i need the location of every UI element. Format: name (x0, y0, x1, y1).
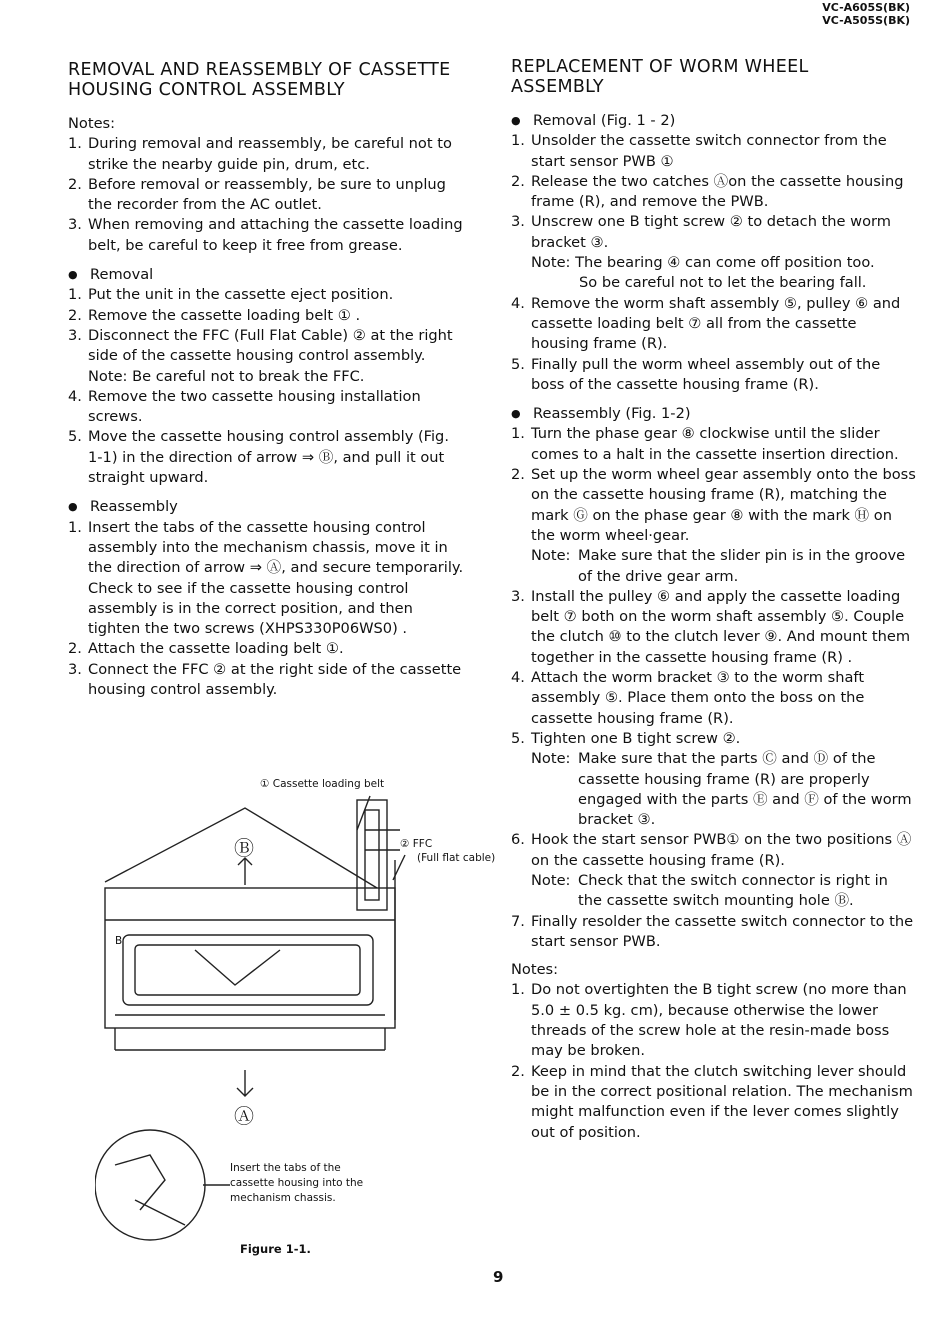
notes-heading: Notes: (68, 115, 116, 132)
step-item: 2. Release the two catches Ⓐon the cassette housing frame (R), and remove the PWB. (511, 172, 904, 211)
step-item: 3. Connect the FFC ② at the right side of the cassette housing control assembly. (68, 660, 462, 699)
model-line-1: VC-A605S(BK) (822, 1, 910, 14)
inset-text-2: cassette housing into the (230, 1177, 364, 1189)
right-column (511, 57, 916, 1143)
step-item: 6. Hook the start sensor PWB① on the two positions Ⓐ on the cassette housing frame (R). (511, 831, 912, 869)
step-extra: Check to see if the cassette housing control assembly is in the correct position, and then tighten the two screws (XHPS330P06WS0) . (88, 579, 413, 638)
step-note: Note: Make sure that the slider pin is in the groove of the drive gear arm. (531, 547, 906, 585)
step-item: 5. Tighten one B tight screw ②. (511, 729, 741, 747)
removal-heading: ● Removal (68, 265, 468, 285)
figure-caption: Figure 1-1. (240, 1242, 311, 1256)
arrow-down (237, 1070, 253, 1096)
arrow-label-b: Ⓑ (234, 836, 254, 860)
arrow-label-a: Ⓐ (234, 1104, 254, 1128)
right-section-title: REPLACEMENT OF WORM WHEEL ASSEMBLY (511, 57, 809, 97)
label-belt: ① Cassette loading belt (260, 778, 385, 790)
step-item: 5. Move the cassette housing control assembly (Fig. 1-1) in the direction of arrow ⇒ Ⓑ, and pull it out straight upward. (68, 428, 449, 487)
left-section-title: REMOVAL AND REASSEMBLY OF CASSETTE HOUSING CONTROL ASSEMBLY (68, 60, 451, 100)
label-ffc-full: (Full flat cable) (417, 852, 496, 864)
step-note: Note: Be careful not to break the FFC. (88, 367, 365, 385)
step-item: 4. Attach the worm bracket ③ to the worm shaft assembly ⑤. Place them onto the boss on the cassette housing frame (R). (511, 669, 865, 727)
belt-leader-line (357, 796, 370, 830)
note-item: 1. During removal and reassembly, be careful not to strike the nearby guide pin, drum, etc. (68, 135, 452, 173)
reassembly-heading: ● Reassembly (68, 497, 468, 517)
chassis-outline (105, 888, 395, 1028)
removal-heading: ● Removal (Fig. 1 - 2) (511, 111, 916, 131)
step-item: 3. Disconnect the FFC (Full Flat Cable) ② at the right side of the cassette housing control assembly. (68, 326, 453, 365)
step-item: 4. Remove the two cassette housing installation screws. (68, 387, 421, 426)
inset-text-3: mechanism chassis. (230, 1192, 336, 1204)
inset-circle (95, 1130, 205, 1240)
note-item: 3. When removing and attaching the cassette loading belt, be careful to keep it free from grease. (68, 216, 463, 254)
reassembly-heading: ● Reassembly (Fig. 1-2) (511, 404, 916, 424)
label-ffc: ② FFC (400, 838, 433, 850)
step-item: 2. Remove the cassette loading belt ① . (68, 306, 361, 324)
step-note-cont: So be careful not to let the bearing fall. (579, 274, 867, 292)
left-column (68, 60, 468, 700)
step-item: 1. Put the unit in the cassette eject position. (68, 286, 394, 304)
notes-heading: Notes: (511, 961, 559, 979)
step-item: 2. Attach the cassette loading belt ①. (68, 640, 344, 658)
step-item: 4. Remove the worm shaft assembly ⑤, pulley ⑥ and cassette loading belt ⑦ all from the cassette housing frame (R). (511, 294, 901, 353)
note-item: 2. Keep in mind that the clutch switching lever should be in the correct positional relation. The mechanism might malfunction even if the lever comes slightly out of position. (511, 1062, 913, 1141)
step-note: Note: Check that the switch connector is right in the cassette switch mounting hole Ⓑ. (531, 871, 888, 910)
model-header (822, 1, 910, 27)
note-item: 1. Do not overtighten the B tight screw (no more than 5.0 ± 0.5 kg. cm), because otherwise the lower threads of the screw hole at the resin-made boss may be broken. (511, 981, 907, 1060)
step-item: 3. Install the pulley ⑥ and apply the cassette loading belt ⑦ both on the worm shaft assembly ⑤. Couple the clutch ⑩ to the clutch lever ⑨. And mount them together in the cassette housing frame (R) . (511, 587, 911, 666)
step-item: 7. Finally resolder the cassette switch connector to the start sensor PWB. (511, 912, 914, 950)
inset-text-1: Insert the tabs of the (230, 1162, 341, 1174)
step-item: 2. Set up the worm wheel gear assembly onto the boss on the cassette housing frame (R), matching the mark Ⓖ on the phase gear ⑧ with the mark Ⓗ on the worm wheel·gear. (511, 466, 916, 544)
step-note: Note: Make sure that the parts Ⓒ and Ⓓ of the cassette housing frame (R) are properly engaged with the parts Ⓔ and Ⓕ of the worm bracket ③. (531, 750, 912, 829)
step-item: 3. Unscrew one B tight screw ② to detach the worm bracket ③. (511, 213, 891, 251)
arrow-up (238, 858, 252, 885)
step-item: 1. Turn the phase gear ⑧ clockwise until the slider comes to a halt in the cassette insertion direction. (511, 425, 899, 463)
figure-1-1 (95, 770, 515, 1256)
step-item: 5. Finally pull the worm wheel assembly out of the boss of the cassette housing frame (R). (511, 355, 881, 393)
step-note: Note: The bearing ④ can come off position too. (531, 254, 875, 272)
model-line-2: VC-A505S(BK) (822, 14, 910, 27)
note-item: 2. Before removal or reassembly, be sure to unplug the recorder from the AC outlet. (68, 175, 446, 214)
step-item: 1. Unsolder the cassette switch connector from the start sensor PWB ① (511, 132, 887, 170)
label-b-small: B (115, 935, 123, 947)
step-item: 1. Insert the tabs of the cassette housing control assembly into the mechanism chassis, move it in the direction of arrow ⇒ Ⓐ, and secure temporarily. (68, 518, 464, 577)
page-number: 9 (493, 1268, 504, 1286)
